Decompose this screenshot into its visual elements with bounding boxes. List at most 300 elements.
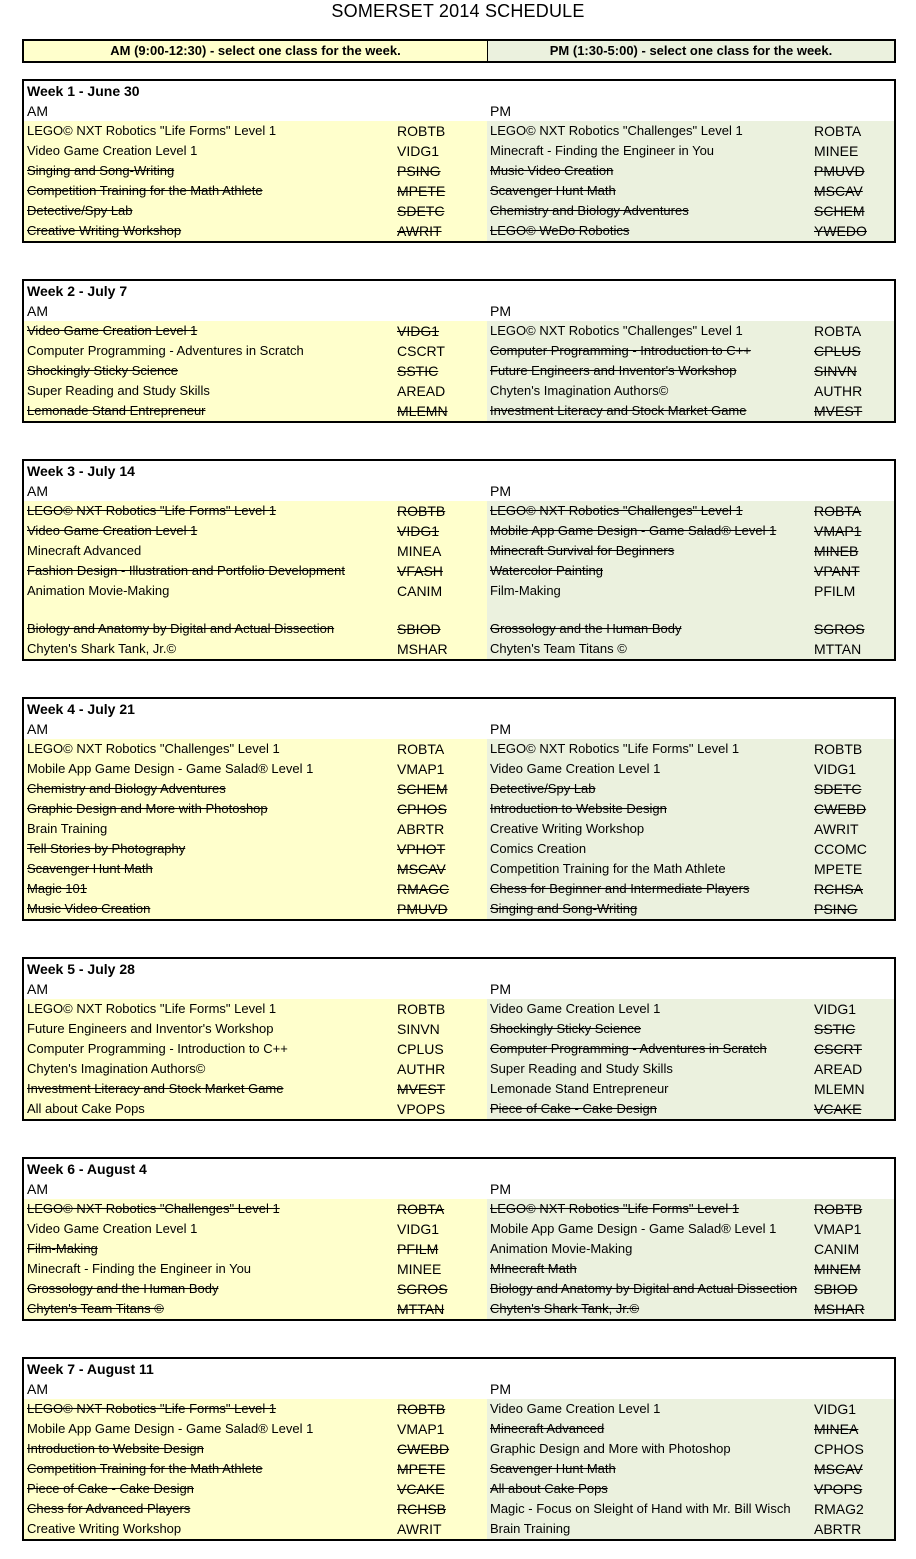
am-class-cell (24, 899, 487, 919)
am-class-name: Computer Programming - Adventures in Scratch (27, 343, 304, 358)
am-class-name: Investment Literacy and Stock Market Game (27, 1081, 284, 1096)
am-class-name: Mobile App Game Design - Game Salad® Level 1 (27, 1421, 314, 1436)
pm-class-cell (487, 341, 894, 361)
pm-class-name: Lemonade Stand Entrepreneur (490, 1081, 669, 1096)
class-row (24, 1099, 894, 1119)
pm-class-cell (487, 1279, 894, 1299)
pm-class-cell (487, 1259, 894, 1279)
pm-session-header: PM (1:30-5:00) - select one class for the week. (488, 41, 894, 61)
pm-class-name: Investment Literacy and Stock Market Game (490, 403, 747, 418)
page-title: SOMERSET 2014 SCHEDULE (331, 1, 585, 21)
class-row (24, 1519, 894, 1539)
am-class-name: Super Reading and Study Skills (27, 383, 210, 398)
class-row (24, 341, 894, 361)
am-label: AM (27, 483, 48, 499)
pm-class-cell (487, 1299, 894, 1319)
class-row (24, 639, 894, 659)
pm-class-code: CSCRT (814, 1041, 862, 1057)
pm-class-name: Computer Programming - Adventures in Scratch (490, 1041, 767, 1056)
am-class-code: SINVN (397, 1021, 440, 1037)
am-class-name: Graphic Design and More with Photoshop (27, 801, 268, 816)
am-class-code: ROBTB (397, 1001, 446, 1017)
pm-class-code: ROBTA (814, 123, 862, 139)
am-class-name: Biology and Anatomy by Digital and Actual Dissection (27, 621, 335, 636)
pm-class-name: Shockingly Sticky Science (490, 1021, 642, 1036)
am-class-code: SBIOD (397, 621, 441, 637)
am-class-cell (24, 121, 487, 141)
am-class-name: Chyten's Imagination Authors© (27, 1061, 206, 1076)
pm-class-name: Mobile App Game Design - Game Salad® Level 1 (490, 1221, 777, 1236)
am-class-code: VIDG1 (397, 1221, 440, 1237)
am-class-cell (24, 639, 487, 659)
am-class-name: Film-Making (27, 1241, 98, 1256)
am-class-code: SSTIC (397, 363, 439, 379)
pm-class-cell (487, 1099, 894, 1119)
pm-class-name: All about Cake Pops (490, 1481, 608, 1496)
am-class-code: AWRIT (397, 1521, 442, 1537)
am-class-cell (24, 601, 487, 639)
am-class-cell (24, 1419, 487, 1439)
pm-class-name: Video Game Creation Level 1 (490, 1001, 661, 1016)
pm-class-name: Minecraft - Finding the Engineer in You (490, 143, 715, 158)
pm-class-code: VMAP1 (814, 1221, 862, 1237)
pm-class-code: MSCAV (814, 1461, 863, 1477)
pm-class-code: MVEST (814, 403, 863, 419)
pm-class-cell (487, 201, 894, 221)
pm-class-cell (487, 879, 894, 899)
pm-class-cell (487, 1519, 894, 1539)
am-class-code: VIDG1 (397, 523, 440, 539)
class-row (24, 1279, 894, 1299)
am-class-code: AWRIT (397, 223, 442, 239)
am-class-name: Video Game Creation Level 1 (27, 323, 198, 338)
class-row (24, 739, 894, 759)
am-class-code: PSING (397, 163, 441, 179)
week-block (22, 79, 896, 243)
pm-class-code: VPANT (814, 563, 860, 579)
pm-class-cell (487, 161, 894, 181)
class-row (24, 181, 894, 201)
am-class-code: MSCAV (397, 861, 446, 877)
pm-class-code: AUTHR (814, 383, 863, 399)
pm-class-name: Competition Training for the Math Athlete (490, 861, 726, 876)
am-class-cell (24, 1059, 487, 1079)
class-row (24, 401, 894, 421)
session-labels (24, 979, 894, 999)
class-row (24, 1259, 894, 1279)
pm-class-cell (487, 1459, 894, 1479)
class-row (24, 1059, 894, 1079)
am-class-cell (24, 321, 487, 341)
am-class-name: All about Cake Pops (27, 1101, 145, 1116)
pm-label: PM (490, 303, 511, 319)
pm-class-cell (487, 1059, 894, 1079)
pm-class-code: AWRIT (814, 821, 859, 837)
pm-class-name: Computer Programming - Introduction to C++ (490, 343, 751, 358)
pm-class-name: Chyten's Team Titans © (490, 641, 627, 656)
pm-class-code: CCOMC (814, 841, 867, 857)
am-class-cell (24, 1259, 487, 1279)
am-class-name: Fashion Design - Illustration and Portfolio Development (27, 563, 345, 578)
pm-class-cell (487, 381, 894, 401)
week-title: Week 2 - July 7 (27, 283, 128, 299)
am-class-cell (24, 361, 487, 381)
am-class-code: CWEBD (397, 1441, 450, 1457)
pm-class-name: LEGO© NXT Robotics "Life Forms" Level 1 (490, 1201, 740, 1216)
am-class-cell (24, 381, 487, 401)
pm-class-name: Animation Movie-Making (490, 1241, 633, 1256)
am-class-cell (24, 1099, 487, 1119)
class-row (24, 839, 894, 859)
week-title: Week 3 - July 14 (27, 463, 135, 479)
am-class-cell (24, 759, 487, 779)
am-class-name: Chyten's Shark Tank, Jr.© (27, 641, 177, 656)
pm-class-name: Piece of Cake - Cake Design (490, 1101, 657, 1116)
am-class-code: AUTHR (397, 1061, 446, 1077)
pm-class-cell (487, 839, 894, 859)
pm-class-name: Scavenger Hunt Math (490, 183, 616, 198)
pm-class-cell (487, 121, 894, 141)
am-class-name: Introduction to Website Design (27, 1441, 204, 1456)
am-class-name: Creative Writing Workshop (27, 223, 182, 238)
am-class-name: Creative Writing Workshop (27, 1521, 182, 1536)
am-class-code: MINEA (397, 543, 442, 559)
session-labels (24, 101, 894, 121)
class-row (24, 501, 894, 521)
pm-class-code: SCHEM (814, 203, 865, 219)
am-class-cell (24, 1199, 487, 1219)
am-class-cell (24, 541, 487, 561)
pm-class-code: VCAKE (814, 1101, 862, 1117)
am-class-name: Chess for Advanced Players (27, 1501, 191, 1516)
am-class-name: Chemistry and Biology Adventures (27, 781, 226, 796)
pm-class-code: PMUVD (814, 163, 865, 179)
pm-class-name: Film-Making (490, 583, 561, 598)
pm-class-cell (487, 1439, 894, 1459)
class-row (24, 759, 894, 779)
pm-class-cell (487, 779, 894, 799)
pm-class-name: Comics Creation (490, 841, 587, 856)
pm-class-cell (487, 1019, 894, 1039)
pm-class-cell (487, 759, 894, 779)
pm-class-code: RCHSA (814, 881, 864, 897)
am-class-code: SCHEM (397, 781, 448, 797)
pm-class-name: Graphic Design and More with Photoshop (490, 1441, 731, 1456)
am-class-name: Video Game Creation Level 1 (27, 1221, 198, 1236)
am-class-name: Video Game Creation Level 1 (27, 523, 198, 538)
am-class-code: RCHSB (397, 1501, 447, 1517)
am-class-name: LEGO© NXT Robotics "Life Forms" Level 1 (27, 1001, 277, 1016)
am-class-name: Tell Stories by Photography (27, 841, 186, 856)
am-class-cell (24, 221, 487, 241)
pm-class-cell (487, 1419, 894, 1439)
class-row (24, 561, 894, 581)
pm-class-code: ROBTB (814, 1201, 863, 1217)
am-class-cell (24, 1279, 487, 1299)
pm-class-cell (487, 1079, 894, 1099)
class-row (24, 899, 894, 919)
am-class-name: Minecraft Advanced (27, 543, 142, 558)
pm-class-cell (487, 1479, 894, 1499)
pm-label: PM (490, 1381, 511, 1397)
pm-class-name: Mobile App Game Design - Game Salad® Level 1 (490, 523, 777, 538)
class-row (24, 879, 894, 899)
pm-class-name: LEGO© WeDo Robotics (490, 223, 630, 238)
pm-class-code: VIDG1 (814, 1001, 857, 1017)
am-class-code: ROBTA (397, 741, 445, 757)
class-row (24, 819, 894, 839)
pm-class-code: MPETE (814, 861, 863, 877)
pm-class-name: LEGO© NXT Robotics "Life Forms" Level 1 (490, 741, 740, 756)
am-class-name: Chyten's Team Titans © (27, 1301, 164, 1316)
am-class-code: CPLUS (397, 1041, 444, 1057)
am-class-cell (24, 181, 487, 201)
am-class-cell (24, 839, 487, 859)
am-class-name: LEGO© NXT Robotics "Challenges" Level 1 (27, 1201, 280, 1216)
am-class-name: Singing and Song-Writing (27, 163, 175, 178)
am-class-code: ROBTB (397, 1401, 446, 1417)
pm-class-code: AREAD (814, 1061, 863, 1077)
am-class-cell (24, 201, 487, 221)
am-class-code: MINEE (397, 1261, 442, 1277)
pm-class-cell (487, 541, 894, 561)
am-class-cell (24, 819, 487, 839)
pm-class-name: Chemistry and Biology Adventures (490, 203, 689, 218)
am-class-cell (24, 1239, 487, 1259)
session-labels (24, 719, 894, 739)
pm-class-name: Creative Writing Workshop (490, 821, 645, 836)
pm-class-cell (487, 739, 894, 759)
am-class-name: LEGO© NXT Robotics "Life Forms" Level 1 (27, 123, 277, 138)
pm-class-code: VMAP1 (814, 523, 862, 539)
pm-class-code: PFILM (814, 583, 856, 599)
am-label: AM (27, 303, 48, 319)
pm-class-cell (487, 1219, 894, 1239)
week-block (22, 1157, 896, 1321)
pm-class-cell (487, 521, 894, 541)
am-class-code: AREAD (397, 383, 446, 399)
am-class-name: Minecraft - Finding the Engineer in You (27, 1261, 252, 1276)
pm-class-cell (487, 1199, 894, 1219)
session-labels (24, 301, 894, 321)
pm-class-code: SBIOD (814, 1281, 858, 1297)
pm-class-name: Watercolor Painting (490, 563, 603, 578)
pm-class-name: Singing and Song-Writing (490, 901, 638, 916)
class-row (24, 161, 894, 181)
pm-class-cell (487, 859, 894, 879)
am-class-code: VMAP1 (397, 761, 445, 777)
pm-class-cell (487, 321, 894, 341)
class-row (24, 799, 894, 819)
pm-class-name: Grossology and the Human Body (490, 621, 682, 636)
pm-class-code: SDETC (814, 781, 862, 797)
pm-class-name: Minecraft Advanced (490, 1421, 605, 1436)
pm-class-cell (487, 1039, 894, 1059)
am-class-cell (24, 859, 487, 879)
am-class-code: ROBTB (397, 123, 446, 139)
am-class-code: ABRTR (397, 821, 445, 837)
am-class-code: VMAP1 (397, 1421, 445, 1437)
session-header (22, 39, 896, 63)
pm-class-code: VIDG1 (814, 761, 857, 777)
class-row (24, 1039, 894, 1059)
pm-class-code: MSCAV (814, 183, 863, 199)
class-row (24, 581, 894, 601)
pm-class-name: Chyten's Imagination Authors© (490, 383, 669, 398)
pm-class-code: CPHOS (814, 1441, 864, 1457)
class-row (24, 1479, 894, 1499)
am-class-name: Scavenger Hunt Math (27, 861, 153, 876)
pm-class-name: Biology and Anatomy by Digital and Actual Dissection (490, 1281, 798, 1296)
am-class-cell (24, 581, 487, 601)
pm-class-cell (487, 581, 894, 601)
pm-class-name: Minecraft Survival for Beginners (490, 543, 675, 558)
am-class-cell (24, 1459, 487, 1479)
pm-class-name: LEGO© NXT Robotics "Challenges" Level 1 (490, 123, 743, 138)
pm-class-code: YWEDO (814, 223, 867, 239)
am-class-cell (24, 161, 487, 181)
am-class-name: Detective/Spy Lab (27, 203, 133, 218)
am-class-cell (24, 521, 487, 541)
pm-class-cell (487, 361, 894, 381)
class-row (24, 1219, 894, 1239)
am-class-code: MSHAR (397, 641, 448, 657)
am-class-name: Mobile App Game Design - Game Salad® Level 1 (27, 761, 314, 776)
pm-class-name: Detective/Spy Lab (490, 781, 596, 796)
am-label: AM (27, 1381, 48, 1397)
pm-class-code: ABRTR (814, 1521, 862, 1537)
pm-class-code: VPOPS (814, 1481, 863, 1497)
class-row (24, 1459, 894, 1479)
class-row (24, 121, 894, 141)
class-row (24, 1239, 894, 1259)
pm-class-cell (487, 639, 894, 659)
am-class-name: Magic 101 (27, 881, 87, 896)
pm-class-name: Chyten's Shark Tank, Jr.© (490, 1301, 640, 1316)
session-labels (24, 481, 894, 501)
am-class-code: PFILM (397, 1241, 439, 1257)
pm-label: PM (490, 721, 511, 737)
am-class-code: CANIM (397, 583, 443, 599)
am-class-cell (24, 401, 487, 421)
pm-class-name: MInecraft Math (490, 1261, 577, 1276)
pm-class-cell (487, 501, 894, 521)
pm-class-code: SINVN (814, 363, 857, 379)
am-class-cell (24, 1219, 487, 1239)
pm-class-code: MTTAN (814, 641, 862, 657)
am-class-code: MPETE (397, 183, 446, 199)
am-label: AM (27, 1181, 48, 1197)
am-class-code: ROBTA (397, 1201, 445, 1217)
pm-class-cell (487, 221, 894, 241)
am-class-code: VPHOT (397, 841, 446, 857)
pm-label: PM (490, 1181, 511, 1197)
am-class-cell (24, 1019, 487, 1039)
pm-class-code: MLEMN (814, 1081, 865, 1097)
class-row (24, 541, 894, 561)
pm-class-code: CPLUS (814, 343, 861, 359)
class-row (24, 779, 894, 799)
pm-class-code: SGROS (814, 621, 865, 637)
week-title: Week 4 - July 21 (27, 701, 135, 717)
class-row (24, 1439, 894, 1459)
am-class-name: Computer Programming - Introduction to C++ (27, 1041, 288, 1056)
am-session-header: AM (9:00-12:30) - select one class for the week. (24, 41, 488, 61)
am-label: AM (27, 721, 48, 737)
class-row (24, 321, 894, 341)
am-class-cell (24, 799, 487, 819)
class-row (24, 381, 894, 401)
am-class-code: VIDG1 (397, 323, 440, 339)
am-class-name: Lemonade Stand Entrepreneur (27, 403, 206, 418)
pm-class-code: PSING (814, 901, 858, 917)
pm-class-name: Magic - Focus on Sleight of Hand with Mr. Bill Wisch (490, 1501, 791, 1516)
pm-class-code: ROBTA (814, 503, 862, 519)
am-class-cell (24, 1479, 487, 1499)
class-row (24, 999, 894, 1019)
am-class-cell (24, 1299, 487, 1319)
pm-class-cell (487, 561, 894, 581)
am-class-code: MPETE (397, 1461, 446, 1477)
am-class-cell (24, 1399, 487, 1419)
pm-class-code: MSHAR (814, 1301, 865, 1317)
pm-class-cell (487, 601, 894, 639)
class-row (24, 601, 894, 639)
am-class-cell (24, 1079, 487, 1099)
am-class-cell (24, 1519, 487, 1539)
am-class-cell (24, 879, 487, 899)
class-row (24, 141, 894, 161)
pm-class-name: Scavenger Hunt Math (490, 1461, 616, 1476)
pm-class-name: Super Reading and Study Skills (490, 1061, 673, 1076)
am-class-name: Video Game Creation Level 1 (27, 143, 198, 158)
am-class-cell (24, 341, 487, 361)
am-class-name: Shockingly Sticky Science (27, 363, 179, 378)
class-row (24, 221, 894, 241)
class-row (24, 1079, 894, 1099)
am-class-code: CPHOS (397, 801, 447, 817)
week-block (22, 697, 896, 921)
am-class-name: LEGO© NXT Robotics "Challenges" Level 1 (27, 741, 280, 756)
session-labels (24, 1379, 894, 1399)
pm-class-code: SSTIC (814, 1021, 856, 1037)
pm-class-name: Chess for Beginner and Intermediate Players (490, 881, 750, 896)
am-class-code: VPOPS (397, 1101, 446, 1117)
week-block (22, 279, 896, 423)
am-class-cell (24, 1439, 487, 1459)
pm-class-code: CANIM (814, 1241, 860, 1257)
pm-class-code: RMAG2 (814, 1501, 864, 1517)
class-row (24, 1399, 894, 1419)
am-class-name: LEGO© NXT Robotics "Life Forms" Level 1 (27, 1401, 277, 1416)
am-label: AM (27, 103, 48, 119)
am-class-code: VCAKE (397, 1481, 445, 1497)
am-class-code: ROBTB (397, 503, 446, 519)
am-class-code: RMAGC (397, 881, 450, 897)
week-block (22, 1357, 896, 1541)
am-class-cell (24, 779, 487, 799)
pm-class-cell (487, 799, 894, 819)
am-label: AM (27, 981, 48, 997)
pm-class-cell (487, 899, 894, 919)
am-class-cell (24, 739, 487, 759)
am-class-name: LEGO© NXT Robotics "Life Forms" Level 1 (27, 503, 277, 518)
week-block (22, 957, 896, 1121)
pm-class-name: LEGO© NXT Robotics "Challenges" Level 1 (490, 323, 743, 338)
am-class-code: VIDG1 (397, 143, 440, 159)
am-class-cell (24, 999, 487, 1019)
pm-class-code: ROBTA (814, 323, 862, 339)
